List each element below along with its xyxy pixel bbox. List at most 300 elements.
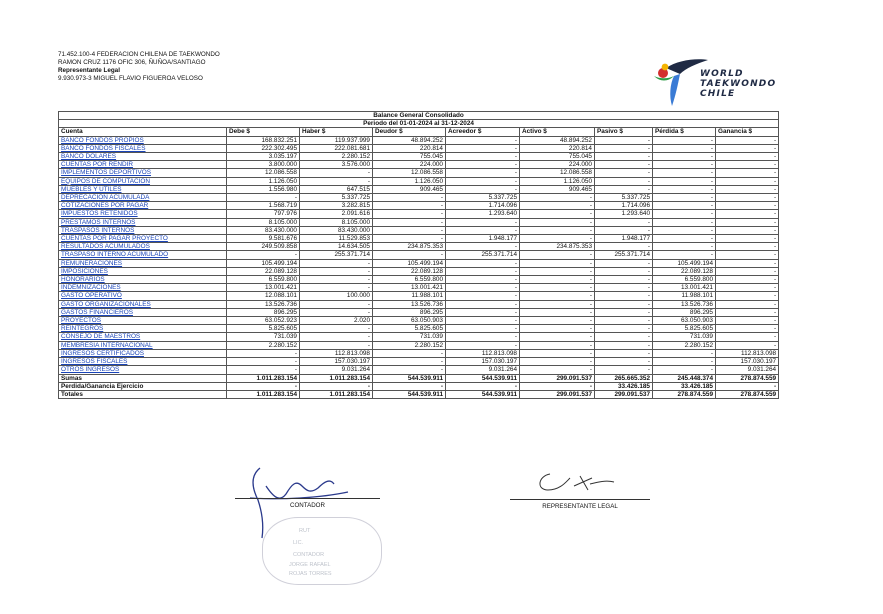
value-cell: 157.030.197 <box>446 358 520 366</box>
value-cell: - <box>446 325 520 333</box>
account-name-cell: INGRESOS CERTIFICADOS <box>59 349 227 357</box>
account-name-cell: GASTO ORGANIZACIONALES <box>59 300 227 308</box>
value-cell: - <box>595 169 653 177</box>
table-period: Periodo del 01-01-2024 al 31-12-2024 <box>59 120 779 128</box>
value-cell: - <box>373 202 446 210</box>
value-cell: - <box>595 177 653 185</box>
table-row <box>59 144 779 152</box>
table-row <box>59 235 779 243</box>
value-cell: - <box>300 325 373 333</box>
summary-row <box>59 390 779 398</box>
value-cell: - <box>653 169 716 177</box>
value-cell: - <box>653 218 716 226</box>
value-cell: - <box>373 382 446 390</box>
value-cell: 224.000 <box>520 161 595 169</box>
col-debe: Debe $ <box>227 128 300 136</box>
value-cell: 222.081.681 <box>300 144 373 152</box>
value-cell: - <box>520 276 595 284</box>
value-cell: 255.371.714 <box>446 251 520 259</box>
value-cell: 544.539.911 <box>446 390 520 398</box>
value-cell: - <box>227 366 300 374</box>
value-cell: - <box>716 341 779 349</box>
value-cell: - <box>653 358 716 366</box>
account-name-cell: MEMBRESIA INTERNACIONAL <box>59 341 227 349</box>
value-cell: - <box>716 251 779 259</box>
table-row <box>59 366 779 374</box>
table-row <box>59 251 779 259</box>
value-cell: - <box>716 194 779 202</box>
value-cell: 9.581.676 <box>227 235 300 243</box>
summary-row <box>59 374 779 382</box>
value-cell: 1.011.283.154 <box>300 374 373 382</box>
value-cell: 9.031.264 <box>300 366 373 374</box>
value-cell: 9.031.264 <box>716 366 779 374</box>
value-cell: 755.045 <box>520 153 595 161</box>
value-cell: - <box>520 300 595 308</box>
value-cell: 13.526.736 <box>227 300 300 308</box>
account-name-cell: IMPLEMENTOS DEPORTIVOS <box>59 169 227 177</box>
value-cell: 105.499.194 <box>373 259 446 267</box>
value-cell: - <box>373 218 446 226</box>
value-cell: - <box>520 333 595 341</box>
value-cell: - <box>716 308 779 316</box>
value-cell: 12.088.101 <box>227 292 300 300</box>
legal-rep-label: Representante Legal <box>58 67 120 74</box>
value-cell: - <box>446 226 520 234</box>
value-cell: - <box>446 300 520 308</box>
value-cell: - <box>595 259 653 267</box>
value-cell: 278.874.559 <box>653 390 716 398</box>
value-cell: - <box>300 259 373 267</box>
value-cell: - <box>446 259 520 267</box>
value-cell: - <box>653 349 716 357</box>
value-cell: 896.295 <box>653 308 716 316</box>
value-cell: - <box>716 153 779 161</box>
table-row <box>59 267 779 275</box>
value-cell: - <box>595 325 653 333</box>
value-cell: - <box>716 136 779 144</box>
value-cell: - <box>716 333 779 341</box>
value-cell: 157.030.197 <box>300 358 373 366</box>
value-cell: - <box>520 341 595 349</box>
value-cell: - <box>595 243 653 251</box>
account-name-cell: MUEBLES Y UTILES <box>59 185 227 193</box>
value-cell: 83.430.000 <box>227 226 300 234</box>
value-cell: 11.988.101 <box>373 292 446 300</box>
value-cell: 220.814 <box>520 144 595 152</box>
value-cell: 1.714.096 <box>595 202 653 210</box>
value-cell: - <box>373 349 446 357</box>
stamp-line1: RUT <box>299 528 311 534</box>
value-cell: 22.089.128 <box>227 267 300 275</box>
value-cell: - <box>520 284 595 292</box>
col-perdida: Pérdida $ <box>653 128 716 136</box>
value-cell: 1.011.283.154 <box>300 390 373 398</box>
value-cell: - <box>300 177 373 185</box>
value-cell: - <box>446 177 520 185</box>
value-cell: 255.371.714 <box>300 251 373 259</box>
value-cell: - <box>595 358 653 366</box>
value-cell: - <box>595 308 653 316</box>
value-cell: - <box>716 235 779 243</box>
value-cell: - <box>446 267 520 275</box>
value-cell: 731.039 <box>227 333 300 341</box>
value-cell: 3.282.815 <box>300 202 373 210</box>
value-cell: 647.515 <box>300 185 373 193</box>
value-cell: 168.832.251 <box>227 136 300 144</box>
table-row <box>59 169 779 177</box>
value-cell: - <box>520 251 595 259</box>
value-cell: - <box>520 292 595 300</box>
table-row <box>59 341 779 349</box>
col-activo: Activo $ <box>520 128 595 136</box>
value-cell: - <box>595 333 653 341</box>
value-cell: - <box>373 251 446 259</box>
value-cell: - <box>300 276 373 284</box>
value-cell: - <box>446 153 520 161</box>
contador-label: CONTADOR <box>290 502 325 509</box>
value-cell: - <box>446 317 520 325</box>
value-cell: - <box>595 349 653 357</box>
value-cell: - <box>653 366 716 374</box>
value-cell: - <box>520 366 595 374</box>
account-name-cell: INDEMNIZACIONES <box>59 284 227 292</box>
value-cell: - <box>446 382 520 390</box>
table-row <box>59 161 779 169</box>
value-cell: - <box>653 251 716 259</box>
value-cell: 249.509.858 <box>227 243 300 251</box>
value-cell: - <box>716 267 779 275</box>
value-cell: 5.825.605 <box>227 325 300 333</box>
value-cell: - <box>520 210 595 218</box>
value-cell: - <box>300 300 373 308</box>
table-row <box>59 349 779 357</box>
value-cell: 896.295 <box>373 308 446 316</box>
value-cell: - <box>653 226 716 234</box>
value-cell: 112.813.098 <box>446 349 520 357</box>
table-row <box>59 300 779 308</box>
col-deudor: Deudor $ <box>373 128 446 136</box>
value-cell: - <box>595 284 653 292</box>
value-cell: - <box>653 194 716 202</box>
value-cell: - <box>716 284 779 292</box>
value-cell: 33.426.185 <box>595 382 653 390</box>
representante-signature <box>530 468 630 498</box>
value-cell: - <box>653 243 716 251</box>
account-name-cell: Sumas <box>59 374 227 382</box>
account-name-cell: REINTEGROS <box>59 325 227 333</box>
value-cell: 1.011.283.154 <box>227 390 300 398</box>
legal-rep-name: 9.930.973-3 MIGUEL FLAVIO FIGUEROA VELOSO <box>58 75 203 82</box>
account-name-cell: TRASPASOS INTERNOS <box>59 226 227 234</box>
table-row <box>59 284 779 292</box>
value-cell: 48.894.252 <box>373 136 446 144</box>
value-cell: - <box>446 169 520 177</box>
table-row <box>59 243 779 251</box>
account-name-cell: DEPRECACION ACUMULADA <box>59 194 227 202</box>
value-cell: 8.105.000 <box>300 218 373 226</box>
stamp-line5: ROJAS TORRES <box>289 571 332 577</box>
value-cell: 13.526.736 <box>373 300 446 308</box>
value-cell: - <box>716 382 779 390</box>
value-cell: 222.302.495 <box>227 144 300 152</box>
value-cell: - <box>653 153 716 161</box>
value-cell: - <box>227 358 300 366</box>
value-cell: - <box>716 243 779 251</box>
table-row <box>59 317 779 325</box>
value-cell: - <box>716 259 779 267</box>
value-cell: 278.874.559 <box>716 390 779 398</box>
value-cell: - <box>595 300 653 308</box>
account-name-cell: CUENTAS POR RENDIR <box>59 161 227 169</box>
value-cell: 224.000 <box>373 161 446 169</box>
stamp-line4: JORGE RAFAEL <box>289 562 331 568</box>
value-cell: 5.337.725 <box>300 194 373 202</box>
value-cell: 2.280.152 <box>227 341 300 349</box>
value-cell: - <box>716 177 779 185</box>
table-title: Balance General Consolidado <box>59 112 779 120</box>
value-cell: - <box>595 341 653 349</box>
value-cell: - <box>595 218 653 226</box>
value-cell: - <box>595 292 653 300</box>
account-name-cell: TRASPASO INTERNO ACUMULADO <box>59 251 227 259</box>
account-name-cell: BANCO FONDOS FISCALES <box>59 144 227 152</box>
value-cell: 6.559.800 <box>653 276 716 284</box>
value-cell: 48.894.252 <box>520 136 595 144</box>
value-cell: - <box>446 243 520 251</box>
value-cell: - <box>716 210 779 218</box>
org-address: RAMON CRUZ 1176 OFIC 306, ÑUÑOA/SANTIAGO <box>58 59 206 66</box>
value-cell: 1.948.177 <box>446 235 520 243</box>
account-name-cell: RESULTADOS ACUMULADOS <box>59 243 227 251</box>
value-cell: 13.526.736 <box>653 300 716 308</box>
value-cell: - <box>373 210 446 218</box>
value-cell: - <box>520 194 595 202</box>
table-row <box>59 259 779 267</box>
value-cell: - <box>227 251 300 259</box>
value-cell: - <box>446 161 520 169</box>
value-cell: 2.020 <box>300 317 373 325</box>
account-name-cell: OTROS INGRESOS <box>59 366 227 374</box>
account-name-cell: GASTOS FINANCIEROS <box>59 308 227 316</box>
value-cell: - <box>300 284 373 292</box>
value-cell: 63.050.903 <box>653 317 716 325</box>
value-cell: - <box>446 144 520 152</box>
value-cell: 234.875.353 <box>373 243 446 251</box>
value-cell: - <box>520 382 595 390</box>
logo-text-taekwondo: TAEKWONDO <box>700 79 777 89</box>
value-cell: 544.539.911 <box>446 374 520 382</box>
value-cell: - <box>300 382 373 390</box>
value-cell: - <box>446 276 520 284</box>
value-cell: - <box>520 235 595 243</box>
value-cell: 33.426.185 <box>653 382 716 390</box>
value-cell: - <box>446 218 520 226</box>
value-cell: 3.800.000 <box>227 161 300 169</box>
value-cell: - <box>595 276 653 284</box>
value-cell: 6.559.800 <box>227 276 300 284</box>
value-cell: - <box>520 202 595 210</box>
table-row <box>59 226 779 234</box>
value-cell: 63.052.923 <box>227 317 300 325</box>
value-cell: - <box>716 218 779 226</box>
account-name-cell: REMUNERACIONES <box>59 259 227 267</box>
col-haber: Haber $ <box>300 128 373 136</box>
value-cell: - <box>227 194 300 202</box>
value-cell: - <box>446 292 520 300</box>
value-cell: 112.813.098 <box>716 349 779 357</box>
account-name-cell: PRESTAMOS INTERNOS <box>59 218 227 226</box>
table-row <box>59 185 779 193</box>
value-cell: 299.091.537 <box>520 390 595 398</box>
value-cell: - <box>446 185 520 193</box>
value-cell: 234.875.353 <box>520 243 595 251</box>
value-cell: 896.295 <box>227 308 300 316</box>
value-cell: - <box>373 235 446 243</box>
world-taekwondo-logo <box>652 52 792 112</box>
value-cell: - <box>595 366 653 374</box>
value-cell: 11.529.853 <box>300 235 373 243</box>
value-cell: - <box>595 136 653 144</box>
logo-text-world: WORLD <box>700 69 744 79</box>
value-cell: - <box>653 185 716 193</box>
value-cell: - <box>300 169 373 177</box>
value-cell: 100.000 <box>300 292 373 300</box>
value-cell: 544.539.911 <box>373 390 446 398</box>
value-cell: - <box>653 136 716 144</box>
account-name-cell: INGRESOS FISCALES <box>59 358 227 366</box>
value-cell: 5.825.605 <box>373 325 446 333</box>
value-cell: 2.091.616 <box>300 210 373 218</box>
table-row <box>59 325 779 333</box>
account-name-cell: PROYECTOS <box>59 317 227 325</box>
value-cell: - <box>595 226 653 234</box>
value-cell: - <box>653 235 716 243</box>
value-cell: - <box>446 136 520 144</box>
stamp-line2: LIC. <box>293 540 304 546</box>
value-cell: 299.091.537 <box>520 374 595 382</box>
value-cell: - <box>446 308 520 316</box>
value-cell: - <box>446 341 520 349</box>
document-header <box>58 51 220 83</box>
value-cell: - <box>373 194 446 202</box>
value-cell: - <box>716 292 779 300</box>
value-cell: 1.568.719 <box>227 202 300 210</box>
value-cell: 544.539.911 <box>373 374 446 382</box>
table-row <box>59 276 779 284</box>
value-cell: - <box>716 226 779 234</box>
account-name-cell: Perdida/Ganancia Ejercicio <box>59 382 227 390</box>
value-cell: - <box>300 267 373 275</box>
value-cell: 3.035.197 <box>227 153 300 161</box>
value-cell: - <box>227 382 300 390</box>
representante-signature-line <box>510 499 650 500</box>
table-row <box>59 210 779 218</box>
value-cell: - <box>227 349 300 357</box>
value-cell: - <box>300 308 373 316</box>
account-name-cell: HONORARIOS <box>59 276 227 284</box>
value-cell: 13.001.421 <box>653 284 716 292</box>
value-cell: 1.293.640 <box>595 210 653 218</box>
contador-signature-line <box>235 498 380 499</box>
value-cell: - <box>300 341 373 349</box>
value-cell: - <box>653 144 716 152</box>
table-row <box>59 358 779 366</box>
value-cell: 2.280.152 <box>653 341 716 349</box>
value-cell: - <box>373 226 446 234</box>
value-cell: - <box>716 317 779 325</box>
value-cell: - <box>716 325 779 333</box>
value-cell: 5.337.725 <box>595 194 653 202</box>
value-cell: 2.280.152 <box>300 153 373 161</box>
value-cell: 9.031.264 <box>446 366 520 374</box>
value-cell: 112.813.098 <box>300 349 373 357</box>
value-cell: - <box>595 153 653 161</box>
account-name-cell: BANCO DOLARES <box>59 153 227 161</box>
value-cell: - <box>520 349 595 357</box>
contador-stamp <box>262 517 382 585</box>
value-cell: 1.714.096 <box>446 202 520 210</box>
value-cell: 1.293.640 <box>446 210 520 218</box>
value-cell: - <box>520 218 595 226</box>
value-cell: 63.050.903 <box>373 317 446 325</box>
value-cell: 12.086.558 <box>373 169 446 177</box>
account-name-cell: IMPOSICIONES <box>59 267 227 275</box>
logo-text-chile: CHILE <box>700 89 736 99</box>
value-cell: - <box>595 317 653 325</box>
table-row <box>59 333 779 341</box>
value-cell: 1.556.980 <box>227 185 300 193</box>
value-cell: - <box>716 185 779 193</box>
value-cell: 13.001.421 <box>227 284 300 292</box>
value-cell: - <box>716 276 779 284</box>
value-cell: - <box>520 259 595 267</box>
summary-row <box>59 382 779 390</box>
value-cell: 278.874.559 <box>716 374 779 382</box>
value-cell: 157.030.197 <box>716 358 779 366</box>
value-cell: 797.976 <box>227 210 300 218</box>
table-row <box>59 177 779 185</box>
table-row <box>59 136 779 144</box>
value-cell: 731.039 <box>653 333 716 341</box>
col-ganancia: Ganancia $ <box>716 128 779 136</box>
representante-label: REPRESENTANTE LEGAL <box>542 503 618 510</box>
value-cell: 12.086.558 <box>520 169 595 177</box>
value-cell: 220.814 <box>373 144 446 152</box>
value-cell: - <box>595 185 653 193</box>
value-cell: 11.988.101 <box>653 292 716 300</box>
value-cell: 3.576.000 <box>300 161 373 169</box>
account-name-cell: GASTO OPERATIVO <box>59 292 227 300</box>
account-name-cell: EQUIPOS DE COMPUTACION <box>59 177 227 185</box>
account-name-cell: CUENTAS POR PAGAR PROYECTO <box>59 235 227 243</box>
value-cell: - <box>520 325 595 333</box>
account-name-cell: CONSEJO DE MAESTROS <box>59 333 227 341</box>
value-cell: 265.665.352 <box>595 374 653 382</box>
col-pasivo: Pasivo $ <box>595 128 653 136</box>
value-cell: - <box>716 300 779 308</box>
value-cell: 731.039 <box>373 333 446 341</box>
value-cell: - <box>716 161 779 169</box>
value-cell: 909.465 <box>520 185 595 193</box>
table-row <box>59 292 779 300</box>
value-cell: - <box>373 366 446 374</box>
value-cell: - <box>446 284 520 292</box>
value-cell: - <box>520 267 595 275</box>
value-cell: 105.499.194 <box>653 259 716 267</box>
org-rut-name: 71.452.100-4 FEDERACION CHILENA DE TAEKWONDO <box>58 51 220 58</box>
value-cell: - <box>373 358 446 366</box>
